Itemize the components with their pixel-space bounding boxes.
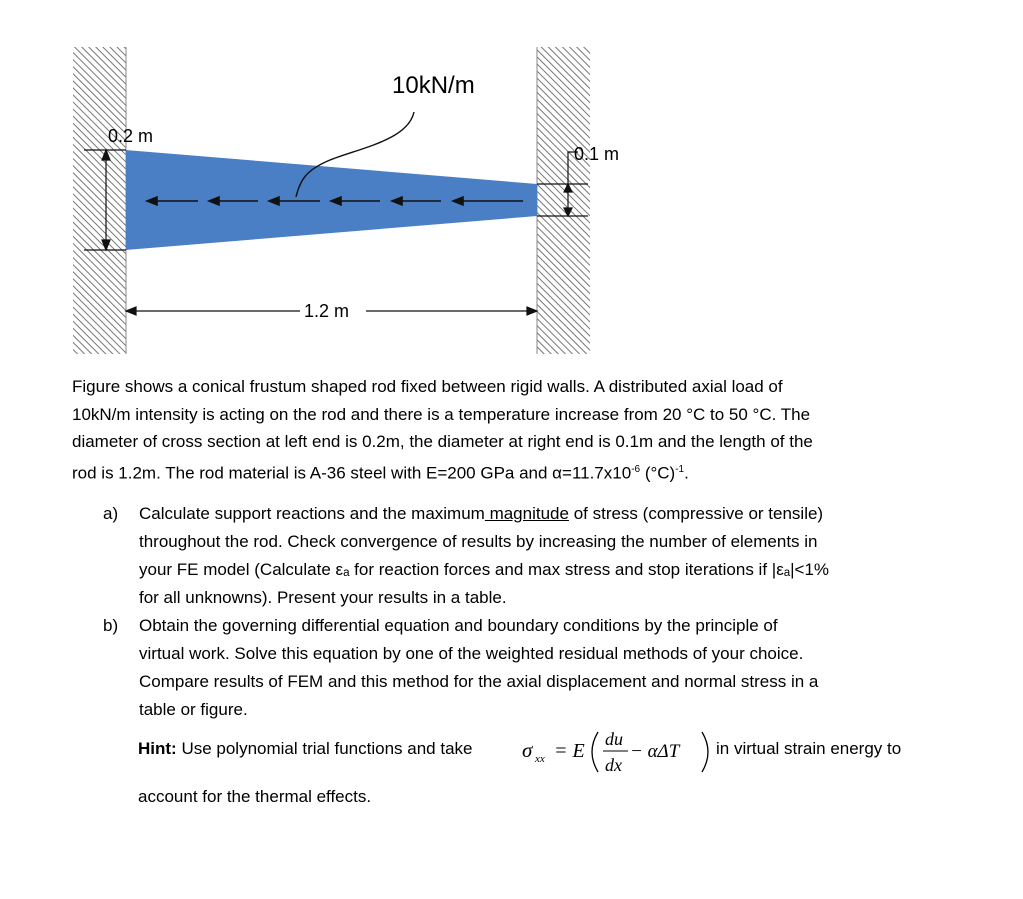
hint-text: Use polynomial trial functions and take — [176, 739, 473, 758]
task-b — [103, 612, 933, 724]
task-line: Compare results of FEM and this method for the axial displacement and normal stress in a — [139, 672, 819, 691]
problem-line — [72, 456, 932, 487]
formula-equals-e: = E — [554, 740, 585, 762]
formula-right-paren — [702, 732, 708, 772]
task-b-marker: b) — [103, 616, 119, 635]
exponent: -6 — [631, 463, 641, 475]
hint-continuation: account for the thermal effects. — [138, 787, 372, 806]
task-list — [103, 500, 933, 724]
task-line: Obtain the governing differential equation and boundary conditions by the principle of — [139, 616, 778, 635]
formula-thermal-term: − αΔT — [630, 741, 680, 762]
formula-sigma: σ — [522, 738, 533, 762]
stress-formula — [514, 726, 714, 778]
left-wall — [73, 47, 126, 354]
exponent: -1 — [675, 463, 685, 475]
hint-tail: in virtual strain energy to — [716, 739, 902, 758]
task-text: of stress (compressive or tensile) — [568, 504, 824, 523]
task-line: table or figure. — [139, 700, 248, 719]
right-wall — [537, 47, 590, 354]
problem-statement — [72, 373, 932, 487]
task-a — [103, 500, 933, 612]
task-line — [139, 500, 933, 528]
left-diameter-label: 0.2 m — [108, 126, 154, 146]
problem-text: rod is 1.2m. The rod material is A-36 steel with E=200 GPa and α=11.7x10 — [72, 463, 632, 483]
right-diameter-label: 0.1 m — [574, 144, 620, 164]
problem-text: (°C) — [640, 463, 676, 483]
hint — [138, 726, 968, 778]
task-text: Calculate support reactions and the maximum — [139, 504, 485, 523]
task-line: throughout the rod. Check convergence of results by increasing the number of elements in — [139, 532, 818, 551]
formula-left-paren — [592, 732, 598, 772]
problem-line: Figure shows a conical frustum shaped rod fixed between rigid walls. A distributed axial load of — [72, 377, 783, 396]
task-a-marker: a) — [103, 504, 119, 523]
load-label: 10kN/m — [392, 72, 475, 99]
formula-numerator: du — [605, 729, 623, 749]
problem-line: 10kN/m intensity is acting on the rod and there is a temperature increase from 20 °C to 50 °C. The — [72, 404, 811, 424]
underlined-text: magnitude — [484, 504, 569, 523]
rod-figure — [0, 0, 1023, 370]
task-line: your FE model (Calculate εₐ for reaction forces and max stress and stop iterations if |εₐ|<1% — [139, 560, 830, 579]
task-line: for all unknowns). Present your results in a table. — [139, 588, 507, 607]
length-label: 1.2 m — [304, 301, 350, 321]
hint-lead — [138, 739, 472, 759]
problem-text: . — [684, 463, 689, 483]
task-line: virtual work. Solve this equation by one of the weighted residual methods of your choice. — [139, 644, 804, 663]
hint-label: Hint: — [138, 739, 177, 758]
formula-denominator: dx — [605, 755, 622, 775]
problem-line: diameter of cross section at left end is 0.2m, the diameter at right end is 0.1m and the length of the — [72, 432, 813, 451]
formula-subscript: xx — [535, 753, 545, 765]
